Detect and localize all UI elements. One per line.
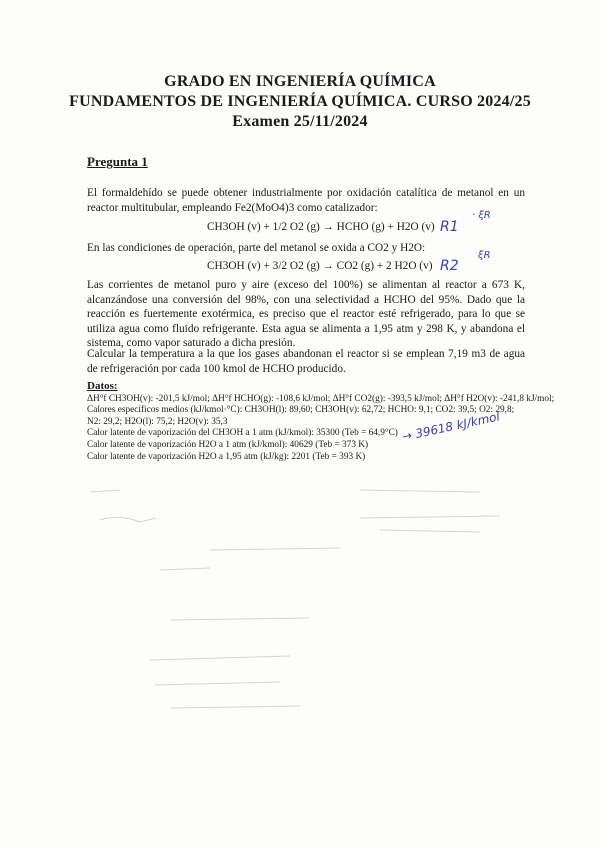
question-mid: En las condiciones de operación, parte del metanol se oxida a CO2 y H2O:	[87, 242, 426, 254]
data-line-2: Calores específicos medios (kJ/kmol·°C): CH3OH(l): 89,60; CH3OH(v): 62,72; HCHO: 9,1; CO2: 39,5; O2: 29,8;	[87, 405, 515, 416]
handwritten-r1: R1	[440, 219, 459, 235]
degree-title: GRADO EN INGENIERÍA QUÍMICA	[164, 73, 436, 90]
data-line-1: ΔH°f CH3OH(v): -201,5 kJ/mol; ΔH°f HCHO(g): -108,6 kJ/mol; ΔH°f CO2(g): -393,5 kJ/mol; ΔH°f H2O(v): -241,8 kJ/mol;	[87, 393, 555, 404]
data-line-4: Calor latente de vaporización del CH3OH a 1 atm (kJ/kmol): 35300 (Teb = 64,9°C)	[87, 428, 398, 439]
question-body: Las corrientes de metanol puro y aire (exceso del 100%) se alimentan al reactor a 673 K, alcanzándose una conversión del 98%, con una selectividad a HCHO del 95%. Dado que la reacción es fuertemente exotérmica, es preciso que el reactor esté refrigerado, para lo que se utiliza agua como fluido refrigerante. Esta agua se alimenta a 1,95 atm y 298 K, y abandona el sistema, como vapor saturado a dicha presión.	[87, 279, 525, 349]
reaction-1: CH3OH (v) + 1/2 O2 (g) → HCHO (g) + H2O (v)	[207, 221, 435, 233]
exam-date: Examen 25/11/2024	[232, 113, 368, 130]
reaction-2: CH3OH (v) + 3/2 O2 (g) → CO2 (g) + 2 H2O (v)	[207, 260, 433, 272]
data-line-5: Calor latente de vaporización H2O a 1 atm (kJ/kmol): 40629 (Teb = 373 K)	[87, 439, 369, 450]
data-line-6: Calor latente de vaporización H2O a 1,95 atm (kJ/kg): 2201 (Teb = 393 K)	[87, 451, 366, 462]
course-title: FUNDAMENTOS DE INGENIERÍA QUÍMICA. CURSO 2024/25	[69, 93, 531, 110]
handwritten-r1-note: · ξR	[472, 210, 491, 221]
handwritten-r2: R2	[440, 258, 459, 274]
question-ask: Calcular la temperatura a la que los gases abandonan el reactor si se emplean 7,19 m3 de agua de refrigeración por cada 100 kmol de HCHO producido.	[87, 348, 525, 375]
handwritten-latent-note: → 39618 kJ/kmol	[400, 409, 501, 444]
exam-header	[0, 72, 600, 132]
bleed-through-marks	[60, 470, 540, 730]
handwritten-r2-note: ξR	[478, 250, 491, 261]
data-line-3: N2: 29,2; H2O(l): 75,2; H2O(v): 35,3	[87, 416, 228, 427]
data-heading: Datos:	[87, 380, 118, 392]
question-heading: Pregunta 1	[87, 154, 148, 169]
question-intro: El formaldehído se puede obtener industrialmente por oxidación catalítica de metanol en un reactor multitubular, empleando Fe2(MoO4)3 como catalizador:	[87, 187, 525, 214]
